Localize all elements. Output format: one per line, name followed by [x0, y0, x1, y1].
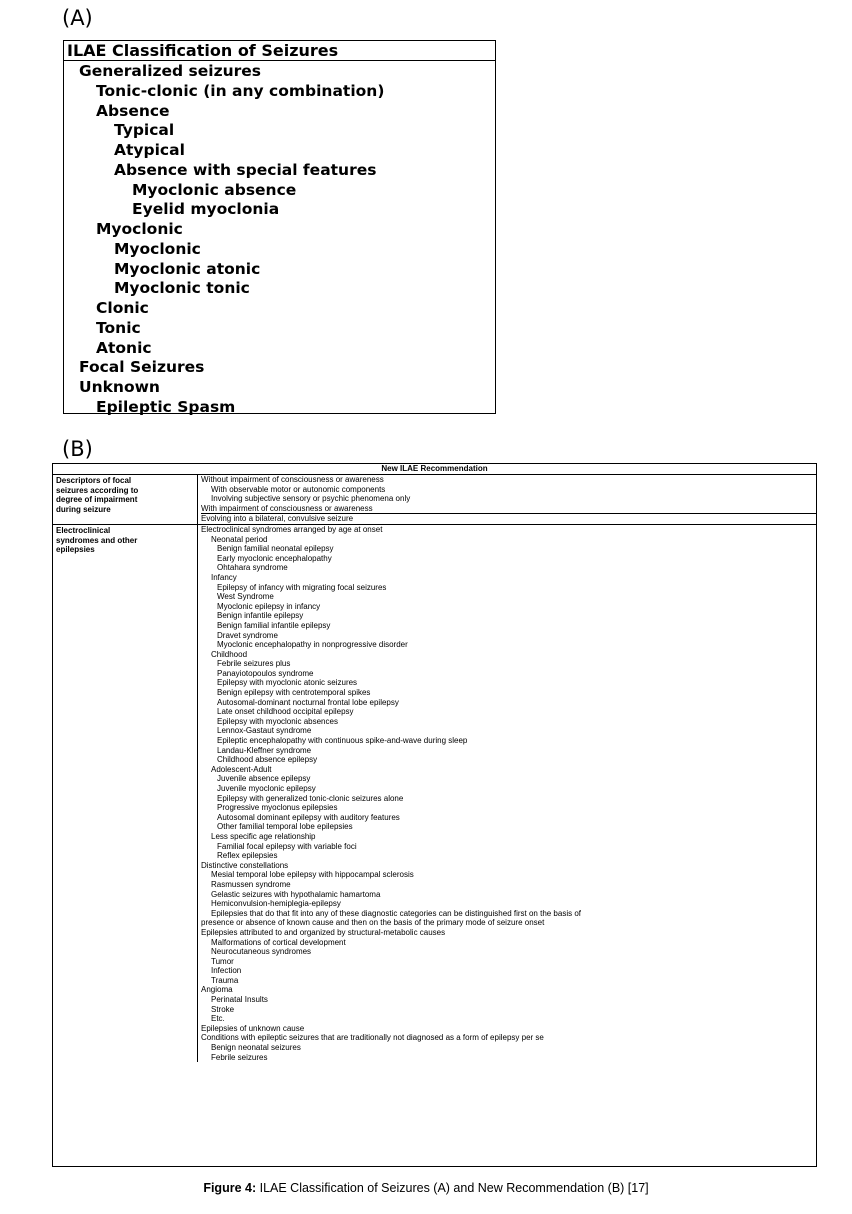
category-line: Descriptors of focal [56, 476, 132, 485]
recommendation-line: Other familial temporal lobe epilepsies [217, 822, 353, 832]
recommendation-line: Epilepsies attributed to and organized by structural-metabolic causes [201, 927, 446, 937]
recommendation-line: Febrile seizures [211, 1052, 268, 1062]
classification-row: Generalized seizures [79, 62, 262, 80]
recommendation-line: Neurocutaneous syndromes [211, 947, 312, 957]
recommendation-line: Juvenile myoclonic epilepsy [217, 784, 316, 793]
recommendation-line: Benign neonatal seizures [211, 1043, 301, 1053]
recommendation-line: Involving subjective sensory or psychic phenomena only [211, 494, 411, 504]
recommendation-section [53, 475, 816, 525]
recommendation-line: Panayiotopoulos syndrome [217, 668, 314, 678]
panel-a-label: (A) [62, 6, 93, 30]
recommendation-line: Infancy [211, 572, 237, 582]
classification-row: Focal Seizures [79, 358, 205, 377]
panel-b-label: (B) [62, 437, 93, 461]
recommendation-line: Epilepsy with myoclonic atonic seizures [217, 678, 358, 688]
ilae-classification-table [63, 40, 496, 414]
recommendation-line: Trauma [211, 975, 239, 985]
recommendation-line: Childhood absence epilepsy [217, 755, 318, 765]
recommendation-line: With observable motor or autonomic components [211, 484, 386, 494]
recommendation-line: Ohtahara syndrome [217, 563, 288, 573]
recommendation-line: Progressive myoclonus epilepsies [217, 803, 338, 813]
recommendation-line: Gelastic seizures with hypothalamic hamartoma [211, 889, 381, 899]
recommendation-line: Electroclinical syndromes arranged by age at onset [201, 524, 383, 534]
classification-row: Eyelid myoclonia [132, 200, 280, 219]
category-line: seizures according to [56, 485, 139, 495]
recommendation-line: Perinatal Insults [211, 995, 268, 1005]
category-line: degree of impairment [56, 495, 138, 505]
recommendation-line: Childhood [211, 649, 248, 659]
classification-row: Clonic [96, 299, 149, 317]
recommendation-line: Epilepsy with generalized tonic-clonic seizures alone [217, 793, 404, 803]
classification-row: Epileptic Spasm [96, 397, 236, 416]
classification-row: Typical [114, 121, 175, 140]
table-a-header: ILAE Classification of Seizures [64, 41, 495, 61]
recommendation-line: Distinctive constellations [201, 860, 289, 870]
category-line: syndromes and other [56, 535, 138, 545]
recommendation-line: Rasmussen syndrome [211, 879, 291, 889]
classification-row: Atonic [96, 338, 152, 357]
classification-row: Tonic [96, 318, 141, 337]
table-a-rows [64, 61, 495, 418]
recommendation-line: Adolescent-Adult [211, 764, 272, 774]
classification-row: Absence with special features [114, 160, 377, 179]
recommendation-line: Epilepsy of infancy with migrating focal seizures [217, 582, 387, 592]
category-line: epilepsies [56, 545, 95, 555]
recommendation-line: West Syndrome [217, 592, 274, 602]
recommendation-line: Benign infantile epilepsy [217, 611, 304, 621]
category-line: during seizure [56, 504, 111, 514]
caption-label: Figure 4: [203, 1181, 257, 1195]
recommendation-line: With impairment of consciousness or awareness [201, 504, 816, 515]
recommendation-line: Lennox-Gastaut syndrome [217, 726, 312, 736]
recommendation-line: Infection [211, 966, 242, 976]
classification-row: Myoclonic [96, 220, 183, 238]
recommendation-line: Benign familial neonatal epilepsy [217, 544, 334, 554]
recommendation-line: Benign epilepsy with centrotemporal spikes [217, 688, 371, 698]
recommendation-line: Febrile seizures plus [217, 659, 291, 669]
classification-row: Unknown [79, 378, 160, 396]
recommendation-line: Epileptic encephalopathy with continuous spike-and-wave during sleep [217, 736, 468, 746]
recommendation-line: Autosomal-dominant nocturnal frontal lobe epilepsy [217, 697, 399, 707]
recommendation-line: Early myoclonic encephalopathy [217, 553, 332, 563]
classification-row: Tonic-clonic (in any combination) [96, 81, 385, 100]
recommendation-line: Myoclonic encephalopathy in nonprogressive disorder [217, 640, 408, 650]
recommendation-line: Landau-Kleffner syndrome [217, 745, 312, 755]
recommendation-line: Conditions with epileptic seizures that are traditionally not diagnosed as a form of epilepsy per se [201, 1033, 544, 1043]
new-ilae-recommendation-table [52, 463, 817, 1167]
classification-row: Myoclonic [114, 239, 201, 258]
recommendation-line: Stroke [211, 1004, 235, 1014]
recommendation-line: Epilepsies of unknown cause [201, 1023, 305, 1033]
recommendation-line: Less specific age relationship [211, 831, 316, 841]
table-b-sections [53, 475, 816, 1062]
recommendation-line: Etc. [211, 1014, 225, 1024]
recommendation-line: Hemiconvulsion-hemiplegia-epilepsy [211, 899, 341, 909]
section-category [53, 475, 198, 524]
section-lines [198, 525, 816, 1062]
recommendation-line: presence or absence of known cause and then on the basis of the primary mode of seizure onset [201, 918, 545, 928]
recommendation-line: Benign familial infantile epilepsy [217, 620, 331, 630]
recommendation-line: Epilepsies that do that fit into any of these diagnostic categories can be distinguished first on the basis of [211, 908, 582, 918]
recommendation-line: Neonatal period [211, 534, 268, 544]
recommendation-line: Reflex epilepsies [217, 851, 278, 861]
recommendation-line: Late onset childhood occipital epilepsy [217, 707, 354, 717]
recommendation-line: Without impairment of consciousness or awareness [201, 475, 384, 484]
recommendation-line: Autosomal dominant epilepsy with auditory features [217, 812, 400, 822]
recommendation-line: Malformations of cortical development [211, 937, 346, 947]
classification-row: Myoclonic atonic [114, 259, 261, 278]
recommendation-line: Angioma [201, 985, 233, 995]
section-category [53, 525, 198, 1062]
recommendation-line: Epilepsy with myoclonic absences [217, 716, 338, 726]
section-lines [198, 475, 816, 524]
recommendation-line: Dravet syndrome [217, 630, 278, 640]
recommendation-line: Familial focal epilepsy with variable foci [217, 841, 357, 851]
classification-row: Absence [96, 101, 170, 120]
recommendation-line: Juvenile absence epilepsy [217, 774, 311, 784]
classification-row: Myoclonic tonic [114, 279, 250, 298]
classification-row: Atypical [114, 141, 185, 159]
classification-row: Myoclonic absence [132, 180, 297, 199]
recommendation-line: Evolving into a bilateral, convulsive seizure [201, 514, 354, 524]
recommendation-section [53, 525, 816, 1062]
recommendation-line: Myoclonic epilepsy in infancy [217, 601, 321, 611]
recommendation-line: Mesial temporal lobe epilepsy with hippocampal sclerosis [211, 870, 414, 880]
table-b-title: New ILAE Recommendation [53, 464, 816, 475]
category-line: Electroclinical [56, 525, 111, 535]
recommendation-line: Tumor [211, 956, 234, 966]
caption-text: ILAE Classification of Seizures (A) and New Recommendation (B) [17] [256, 1181, 649, 1195]
figure-caption [0, 1181, 852, 1195]
